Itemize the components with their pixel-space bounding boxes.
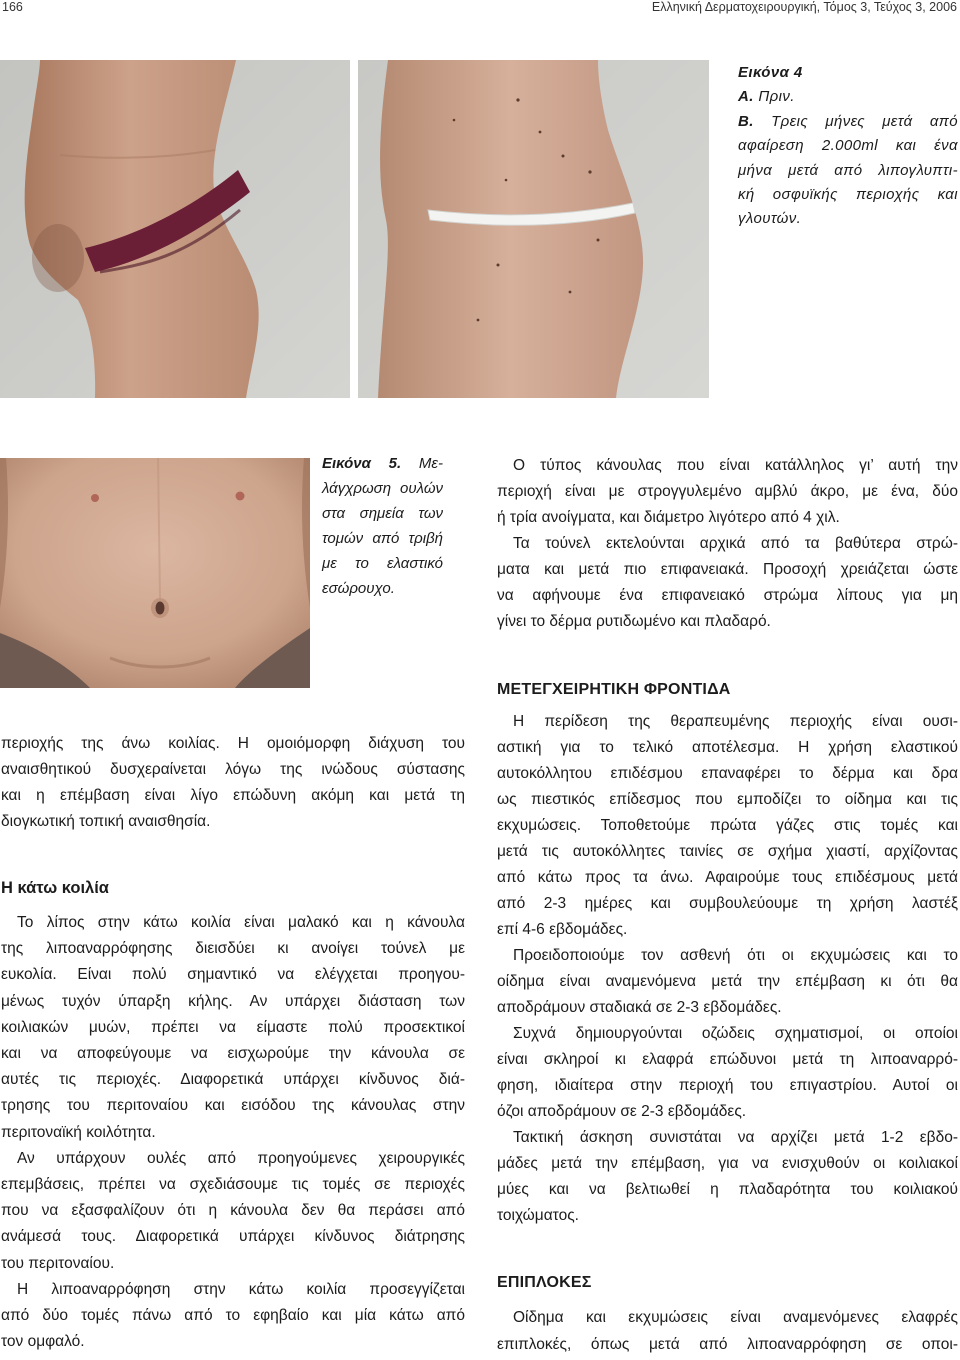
text-line: Συχνά δημιουργούνται οζώδεις σχηματισμοί, οι οποίοι	[513, 1025, 958, 1042]
text-line: του περιτοναίου.	[1, 1254, 115, 1272]
right-intro-text	[497, 453, 958, 635]
text-line: Το λίπος στην κάτω κοιλία είναι μαλακό και η κάνουλα	[17, 914, 465, 931]
text-line: οίδημα είναι αναμενόμενα μετά την επέμβαση κι ότι θα	[497, 973, 958, 990]
text-line: τοιχώματος.	[497, 1207, 579, 1224]
text-line: περιοχή είναι με στρογγυλεμένο αμβλύ άκρο, με ένα, δύο	[497, 483, 958, 500]
text-line: διογκωτική τοπική αναισθησία.	[1, 813, 211, 830]
text-line: αποδράμουν σταδιακά σε 2-3 εβδομάδες.	[497, 999, 782, 1016]
lower-abdomen-text	[1, 910, 465, 1355]
caption-line: γλουτών.	[738, 210, 802, 228]
text-line: ή τρία ανοίγματα, και διάμετρο λιγότερο από 4 χιλ.	[497, 509, 840, 526]
text-line: από κάτω προς τα άνω. Αφαιρούμε τους επιδέσμους μετά	[497, 869, 958, 886]
section-heading-lower-abdomen: Η κάτω κοιλία	[1, 879, 109, 897]
caption-line: με το ελαστικό	[322, 555, 443, 572]
figure5-caption	[322, 451, 443, 601]
text-line: ως πιεστικός επίδεσμος που εμποδίζει το οίδημα και τις	[497, 791, 958, 808]
text-line: τον ομφαλό.	[1, 1333, 85, 1351]
caption-line: κή οσφυϊκής περιοχής και	[738, 186, 958, 204]
figure4-photo-before	[0, 60, 350, 398]
text-line: γίνει το δέρμα ρυτιδωμένο και πλαδαρό.	[497, 613, 771, 630]
figure4-caption	[738, 61, 958, 232]
caption-line: εσώρουχο.	[322, 580, 395, 597]
text-line: φηση, ιδιαίτερα στην περιοχή του επιγαστρίου. Αυτοί οι	[497, 1077, 958, 1094]
text-line: Τα τούνελ εκτελούνται αρχικά από τα βαθύτερα στρώ-	[513, 535, 958, 552]
figure4-a-label: Α.	[738, 88, 754, 106]
text-line: Αν υπάρχουν ουλές από προηγούμενες χειρουργικές	[17, 1149, 465, 1167]
text-line: είναι σκληροί κι ελαφρά επώδυνοι μετά τη λιποαναρρό-	[497, 1051, 958, 1068]
text-line: τρησης του περιτοναίου και εισόδου της κάνουλας στην	[1, 1097, 465, 1115]
caption-line: τομών από τριβή	[322, 530, 443, 547]
text-line: αυτοκόλλητου επιδέσμου επαναφέρει το δέρμα και δρα	[497, 765, 958, 782]
text-line: όζοι αποδράμουν σε 2-3 εβδομάδες.	[497, 1103, 747, 1120]
text-line: και η επέμβαση είναι λίγο επώδυνη ακόμη και μετά τη	[1, 787, 465, 804]
text-line: επί 4-6 εβδομάδες.	[497, 921, 628, 938]
text-line: και να αποφεύγουμε να εισχωρούμε την κάνουλα σε	[1, 1045, 465, 1063]
text-line: αστική για το τελικό αποτέλεσμα. Η χρήση ελαστικού	[497, 739, 958, 756]
text-line: μάδες μετά την επέμβαση, για να ενισχυθούν οι κοιλιακοί	[497, 1155, 958, 1172]
figure4-b-label: Β.	[738, 112, 754, 130]
text-line: αυτές τις περιοχές. Διαφορετικά υπάρχει κίνδυνος διά-	[1, 1071, 465, 1089]
text-line: ευκολία. Είναι πολύ σημαντικό να ελέγχεται προηγου-	[1, 966, 465, 984]
figure5-photo	[0, 458, 310, 688]
text-line: επεμβάσεις, πρέπει να σχεδιάσουμε τις τομές σε περιοχές	[1, 1176, 465, 1194]
section-heading-postop: ΜΕΤΕΓΧΕΙΡΗΤΙΚΗ ΦΡΟΝΤΙΔΑ	[497, 681, 731, 698]
caption-line: μήνα μετά από λιπογλυπτι-	[738, 161, 958, 179]
text-line: μύες και να βελτιωθεί η πλαδαρότητα του κοιλιακού	[497, 1181, 958, 1198]
figure4-label: Εικόνα 4	[738, 64, 803, 81]
text-line: περιτοναϊκή κοιλότητα.	[1, 1123, 156, 1141]
complications-text	[497, 1305, 958, 1358]
text-line: Η λιποαναρρόφηση στην κάτω κοιλία προσεγγίζεται	[17, 1280, 465, 1298]
text-line: Τακτική άσκηση συνιστάται να αρχίζει μετά 1-2 εβδο-	[513, 1129, 958, 1146]
figure5-text: Με-	[418, 455, 443, 472]
caption-line: στα σημεία των	[322, 505, 443, 522]
text-line: ματα και μετά πιο επιφανειακά. Προσοχή χρειάζεται ώστε	[497, 561, 958, 578]
text-line: επιπλοκές, όπως μετά από λιποαναρρόφηση σε οποι-	[497, 1335, 958, 1353]
text-line: της λιποαναρρόφησης διεισδύει κι ανοίγει τούνελ με	[1, 940, 465, 958]
upper-abdomen-continued-text	[1, 731, 465, 835]
text-line: από δύο τομές πάνω από το εφηβαίο και μία κάτω από	[1, 1307, 465, 1325]
text-line: Οίδημα και εκχυμώσεις είναι αναμενόμενες ελαφρές	[513, 1309, 958, 1326]
text-line: που να εξασφαλίζουν ότι η κάνουλα δεν θα περάσει από	[1, 1202, 465, 1220]
figure5-label: Εικόνα 5.	[322, 455, 402, 472]
text-line: αναισθητικού δυσχεραίνεται λόγω της ινώδους σύστασης	[1, 761, 465, 778]
figure4-photo-after	[358, 60, 709, 398]
text-line: από 2-3 ημέρες και συμβουλεύουμε τη χρήση λαστέξ	[497, 895, 958, 912]
text-line: μετά τις αυτοκόλλητες ταινίες σε σχήμα χιαστί, αρχίζοντας	[497, 843, 958, 860]
text-line: Η περίδεση της θεραπευμένης περιοχής είναι ουσι-	[513, 713, 958, 730]
figure4-a-text: Πριν.	[758, 88, 795, 106]
section-heading-complications: ΕΠΙΠΛΟΚΕΣ	[497, 1274, 592, 1291]
figure4-b-text: Τρεις μήνες μετά από	[771, 112, 958, 130]
page-number: 166	[2, 0, 23, 14]
text-line: κοιλιακών μυών, πρέπει να είμαστε πολύ προσεκτικοί	[1, 1018, 465, 1036]
text-line: να αφήνουμε ένα επιφανειακό στρώμα λίπους για μη	[497, 587, 958, 604]
text-line: μένως τυχόν ύπαρξη κήλης. Αν υπάρχει διάσταση των	[1, 992, 465, 1010]
journal-running-title: Ελληνική Δερματοχειρουργική, Τόμος 3, Τεύχος 3, 2006	[651, 0, 957, 14]
caption-line: αφαίρεση 2.000ml και ένα	[738, 137, 958, 155]
postop-text	[497, 709, 958, 1229]
text-line: ανάμεσά τους. Διαφορετικά υπάρχει κίνδυνος διάτρησης	[1, 1228, 465, 1246]
caption-line: λάγχρωση ουλών	[322, 480, 443, 497]
text-line: Ο τύπος κάνουλας που είναι κατάλληλος γι’ αυτή την	[513, 457, 958, 474]
text-line: εκχυμώσεις. Τοποθετούμε πρώτα γάζες στις τομές και	[497, 817, 958, 834]
text-line: περιοχής της άνω κοιλίας. Η ομοιόμορφη διάχυση του	[1, 735, 465, 752]
text-line: Προειδοποιούμε τον ασθενή ότι οι εκχυμώσεις και το	[513, 947, 958, 964]
